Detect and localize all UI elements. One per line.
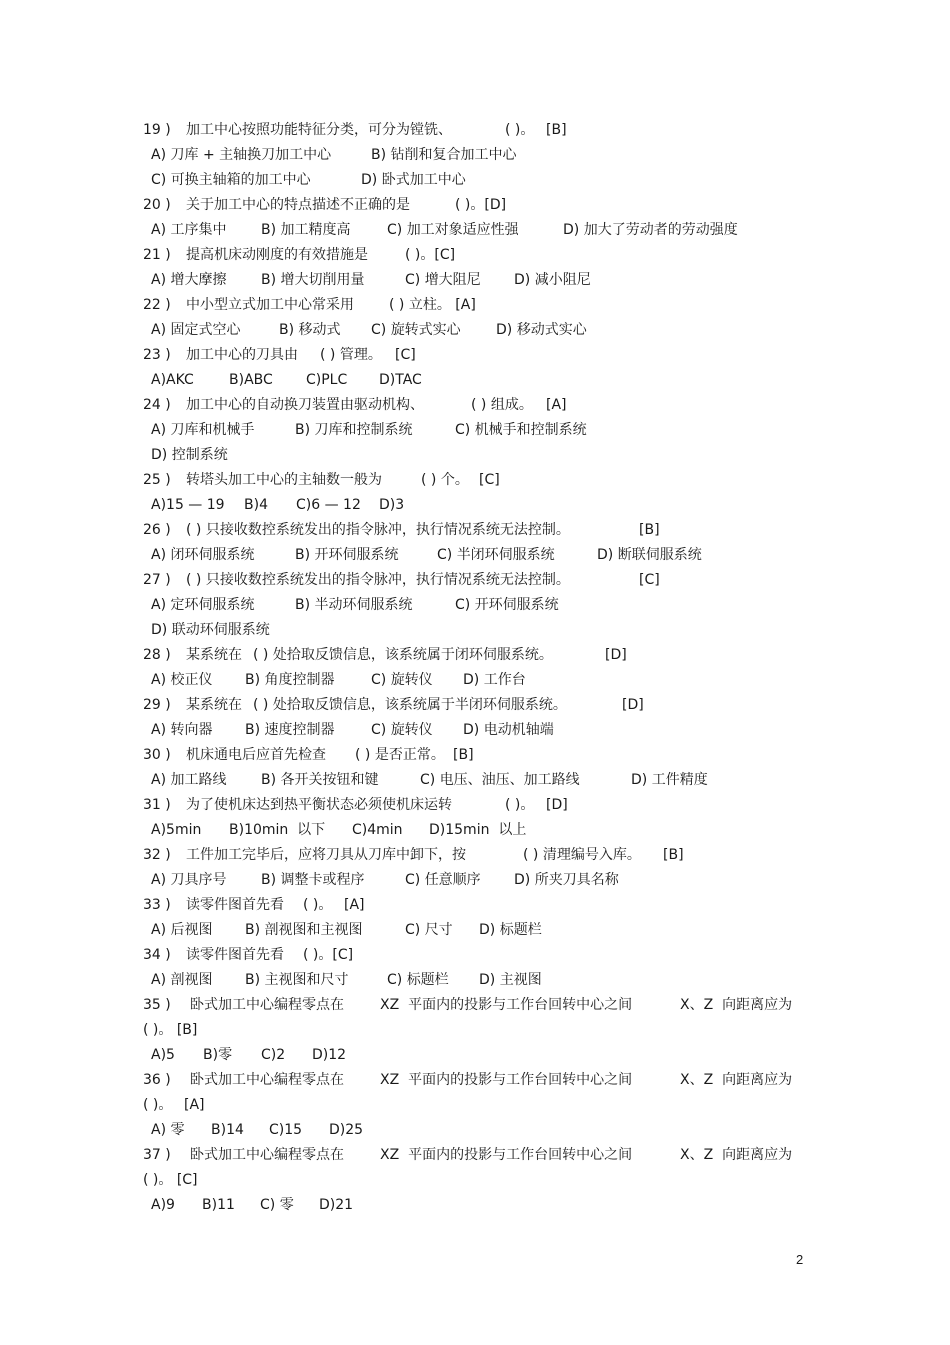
line-segment: C) 电压、油压、加工路线	[420, 772, 580, 788]
line-segment: 24 )	[143, 397, 171, 413]
line-segment: C)PLC	[306, 372, 348, 388]
line-segment: 卧式加工中心编程零点在	[190, 1072, 344, 1088]
line-segment: D) 主视图	[479, 972, 542, 988]
line-segment: 35 )	[143, 997, 171, 1013]
line-segment: C) 半闭环伺服系统	[437, 547, 555, 563]
line-segment: 转塔头加工中心的主轴数一般为	[186, 472, 382, 488]
line-segment: D)15min 以上	[429, 822, 527, 838]
line-segment: A) 固定式空心	[151, 322, 241, 338]
line-segment: 读零件图首先看	[186, 897, 284, 913]
line-segment: [D]	[605, 647, 627, 663]
line-segment: ( )。 [C]	[143, 1172, 198, 1188]
line-segment: 关于加工中心的特点描述不正确的是	[186, 197, 410, 213]
page-number: 2	[796, 1252, 804, 1267]
line-segment: ( )。 [B]	[143, 1022, 198, 1038]
line-segment: 提高机床动刚度的有效措施是	[186, 247, 368, 263]
line-segment: [A]	[184, 1097, 205, 1113]
line-segment: A) 校正仪	[151, 672, 213, 688]
line-segment: B) 剖视图和主视图	[245, 922, 363, 938]
line-segment: D) 减小阻尼	[514, 272, 591, 288]
line-segment: 卧式加工中心编程零点在	[190, 997, 344, 1013]
line-segment: [B]	[639, 522, 660, 538]
line-segment: B) 刀库和控制系统	[295, 422, 413, 438]
line-segment: ( ) 处拾取反馈信息，该系统属于闭环伺服系统。	[253, 647, 553, 663]
line-segment: ( ) 管理。	[320, 347, 382, 363]
line-segment: 22 )	[143, 297, 171, 313]
line-segment: 32 )	[143, 847, 171, 863]
line-segment: B)ABC	[229, 372, 273, 388]
line-segment: C) 标题栏	[387, 972, 449, 988]
line-segment: [A]	[344, 897, 365, 913]
line-segment: B) 钻削和复合加工中心	[371, 147, 517, 163]
line-segment: A)15 — 19	[151, 497, 225, 513]
line-segment: ( ) 个。	[421, 472, 469, 488]
line-segment: 机床通电后应首先检查	[186, 747, 326, 763]
line-segment: A)AKC	[151, 372, 194, 388]
line-segment: B)零	[203, 1047, 233, 1063]
line-segment: ( )。[D]	[455, 197, 507, 213]
line-segment: 加工中心的自动换刀装置由驱动机构、	[186, 397, 424, 413]
line-segment: C)15	[269, 1122, 303, 1138]
line-segment: 23 )	[143, 347, 171, 363]
line-segment: A) 后视图	[151, 922, 213, 938]
line-segment: XZ 平面内的投影与工作台回转中心之间	[380, 1072, 633, 1088]
line-segment: C) 任意顺序	[405, 872, 481, 888]
line-segment: B)10min 以下	[229, 822, 326, 838]
line-segment: A)9	[151, 1197, 175, 1213]
line-segment: [C]	[479, 472, 500, 488]
line-segment: ( )。	[505, 122, 535, 138]
line-segment: 27 )	[143, 572, 171, 588]
line-segment: 为了使机床达到热平衡状态必须使机床运转	[186, 797, 452, 813]
line-segment: A)5min	[151, 822, 202, 838]
line-segment: C) 加工对象适应性强	[387, 222, 519, 238]
line-segment: 某系统在	[186, 697, 242, 713]
line-segment: D)12	[312, 1047, 347, 1063]
line-segment: A) 定环伺服系统	[151, 597, 255, 613]
line-segment: A) 加工路线	[151, 772, 227, 788]
line-segment: 21 )	[143, 247, 171, 263]
line-segment: 19 )	[143, 122, 171, 138]
line-segment: D) 移动式实心	[496, 322, 587, 338]
line-segment: C) 开环伺服系统	[455, 597, 559, 613]
line-segment: C) 旋转仪	[371, 722, 433, 738]
line-segment: ( ) 处拾取反馈信息，该系统属于半闭环伺服系统。	[253, 697, 567, 713]
line-segment: 34 )	[143, 947, 171, 963]
line-segment: [C]	[639, 572, 660, 588]
line-segment: B) 移动式	[279, 322, 341, 338]
line-segment: B) 速度控制器	[245, 722, 335, 738]
line-segment: C)6 — 12	[296, 497, 361, 513]
line-segment: D) 卧式加工中心	[361, 172, 466, 188]
line-segment: B)11	[202, 1197, 235, 1213]
line-segment: 工件加工完毕后，应将刀具从刀库中卸下，按	[186, 847, 466, 863]
line-segment: D) 工件精度	[631, 772, 708, 788]
line-segment: [B]	[546, 122, 567, 138]
line-segment: D) 工作台	[463, 672, 526, 688]
line-segment: X、Z 向距离应为	[680, 997, 793, 1013]
line-segment: B) 调整卡或程序	[261, 872, 365, 888]
line-segment: XZ 平面内的投影与工作台回转中心之间	[380, 997, 633, 1013]
line-segment: C) 可换主轴箱的加工中心	[151, 172, 311, 188]
line-segment: B) 各开关按钮和键	[261, 772, 379, 788]
line-segment: D) 控制系统	[151, 447, 228, 463]
line-segment: B) 半动环伺服系统	[295, 597, 413, 613]
line-segment: ( ) 是否正常。	[355, 747, 445, 763]
line-segment: 37 )	[143, 1147, 171, 1163]
line-segment: B) 角度控制器	[245, 672, 335, 688]
line-segment: D) 所夹刀具名称	[514, 872, 619, 888]
line-segment: C) 零	[260, 1197, 294, 1213]
line-segment: A) 刀库和机械手	[151, 422, 255, 438]
line-segment: C)2	[261, 1047, 286, 1063]
line-segment: C) 旋转仪	[371, 672, 433, 688]
line-segment: ( )。	[143, 1097, 173, 1113]
line-segment: [A]	[546, 397, 567, 413]
line-segment: ( )。	[505, 797, 535, 813]
line-segment: ( ) 只接收数控系统发出的指令脉冲，执行情况系统无法控制。	[186, 522, 570, 538]
line-segment: B) 开环伺服系统	[295, 547, 399, 563]
line-segment: D)25	[329, 1122, 364, 1138]
line-segment: 卧式加工中心编程零点在	[190, 1147, 344, 1163]
line-segment: C) 旋转式实心	[371, 322, 461, 338]
line-segment: D) 断联伺服系统	[597, 547, 702, 563]
line-segment: 29 )	[143, 697, 171, 713]
line-segment: A) 零	[151, 1122, 185, 1138]
line-segment: [D]	[622, 697, 644, 713]
line-segment: 加工中心按照功能特征分类，可分为镗铣、	[186, 122, 452, 138]
line-segment: C) 增大阻尼	[405, 272, 481, 288]
line-segment: C) 尺寸	[405, 922, 453, 938]
line-segment: B) 主视图和尺寸	[245, 972, 349, 988]
line-segment: [D]	[546, 797, 568, 813]
line-segment: 31 )	[143, 797, 171, 813]
line-segment: 28 )	[143, 647, 171, 663]
line-segment: A) 刀库 + 主轴换刀加工中心	[151, 147, 332, 163]
line-segment: A)5	[151, 1047, 175, 1063]
line-segment: 加工中心的刀具由	[186, 347, 298, 363]
line-segment: A) 工序集中	[151, 222, 227, 238]
line-segment: 33 )	[143, 897, 171, 913]
line-segment: ( ) 只接收数控系统发出的指令脉冲，执行情况系统无法控制。	[186, 572, 570, 588]
line-segment: [B]	[453, 747, 474, 763]
line-segment: X、Z 向距离应为	[680, 1147, 793, 1163]
line-segment: [B]	[663, 847, 684, 863]
line-segment: A) 刀具序号	[151, 872, 227, 888]
line-segment: A) 闭环伺服系统	[151, 547, 255, 563]
line-segment: ( )。	[303, 897, 333, 913]
line-segment: D)TAC	[379, 372, 422, 388]
line-segment: D) 标题栏	[479, 922, 542, 938]
line-segment: B)4	[244, 497, 268, 513]
line-segment: X、Z 向距离应为	[680, 1072, 793, 1088]
line-segment: D) 电动机轴端	[463, 722, 554, 738]
line-segment: B)14	[211, 1122, 244, 1138]
line-segment: A) 剖视图	[151, 972, 213, 988]
line-segment: 20 )	[143, 197, 171, 213]
line-segment: ( ) 清理编号入库。	[523, 847, 641, 863]
line-segment: 25 )	[143, 472, 171, 488]
line-segment: B) 增大切削用量	[261, 272, 365, 288]
line-segment: C)4min	[352, 822, 403, 838]
line-segment: D) 联动环伺服系统	[151, 622, 270, 638]
line-segment: D) 加大了劳动者的劳动强度	[563, 222, 738, 238]
line-segment: D)21	[319, 1197, 354, 1213]
line-segment: ( ) 组成。	[471, 397, 533, 413]
line-segment: 36 )	[143, 1072, 171, 1088]
line-segment: D)3	[379, 497, 405, 513]
line-segment: ( ) 立柱。 [A]	[389, 297, 476, 313]
line-segment: XZ 平面内的投影与工作台回转中心之间	[380, 1147, 633, 1163]
line-segment: B) 加工精度高	[261, 222, 351, 238]
line-segment: 某系统在	[186, 647, 242, 663]
line-segment: C) 机械手和控制系统	[455, 422, 587, 438]
line-segment: 26 )	[143, 522, 171, 538]
line-segment: ( )。[C]	[303, 947, 354, 963]
line-segment: ( )。[C]	[405, 247, 456, 263]
line-segment: 30 )	[143, 747, 171, 763]
line-segment: 读零件图首先看	[186, 947, 284, 963]
line-segment: A) 转向器	[151, 722, 213, 738]
line-segment: [C]	[395, 347, 416, 363]
line-segment: A) 增大摩擦	[151, 272, 227, 288]
line-segment: 中小型立式加工中心常采用	[186, 297, 354, 313]
